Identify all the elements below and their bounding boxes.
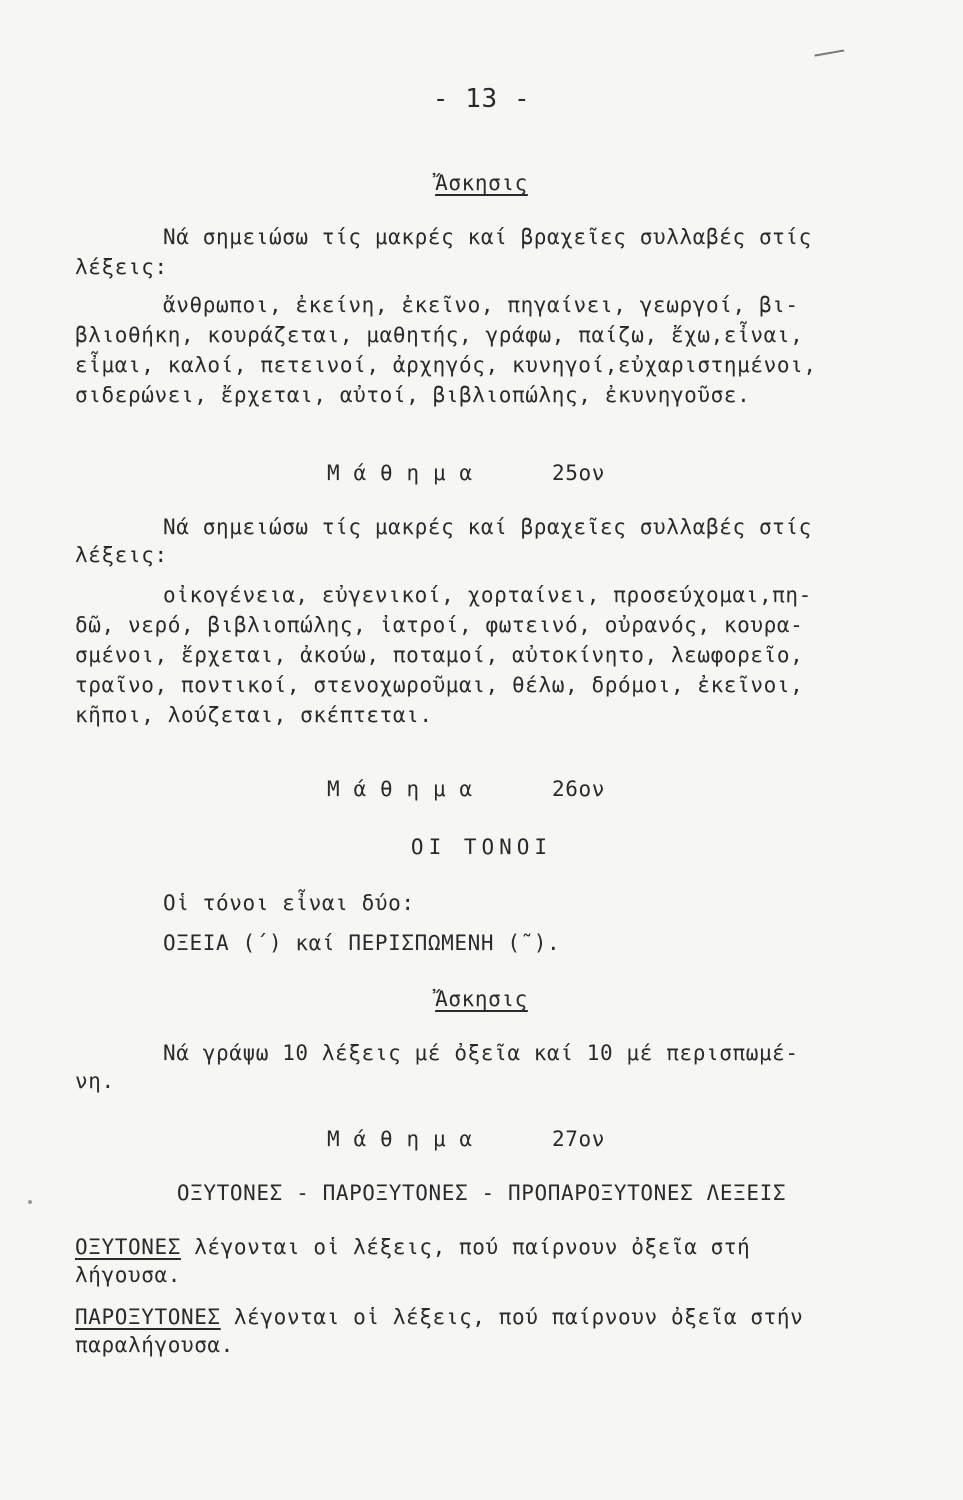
body-line: ΟΞΕΙΑ (΄) καί ΠΕΡΙΣΠΩΜΕΝΗ (῀). [163, 931, 561, 955]
definition-term: ΟΞΥΤΟΝΕΣ [75, 1235, 181, 1259]
exercise-instruction: Νά σημειώσω τίς μακρές καί βραχεῖες συλλαβές στίς [163, 225, 812, 249]
exercise-instruction-cont: νη. [75, 1069, 115, 1093]
stray-mark [814, 49, 845, 63]
lesson-subtitle: ΟΙ ΤΟΝΟΙ [410, 835, 553, 859]
lesson-title: Μ ά θ η μ α [327, 777, 473, 801]
word-list-line: εἶμαι, καλοί, πετεινοί, ἀρχηγός, κυνηγοί,εὐχαριστημένοι, [75, 353, 817, 377]
word-list-line: ἄνθρωποι, ἐκείνη, ἐκεῖνο, πηγαίνει, γεωργοί, βι- [163, 293, 799, 317]
word-list-line: κῆποι, λούζεται, σκέπτεται. [75, 703, 433, 727]
word-list-line: σιδερώνει, ἔρχεται, αὐτοί, βιβλιοπώλης, ἐκυνηγοῦσε. [75, 383, 751, 407]
lesson-number: 27ον [552, 1127, 605, 1151]
lesson-subtitle: ΟΞΥΤΟΝΕΣ - ΠΑΡΟΞΥΤΟΝΕΣ - ΠΡΟΠΑΡΟΞΥΤΟΝΕΣ ΛΕΞΕΙΣ [176, 1181, 787, 1205]
word-list-line: οἰκογένεια, εὐγενικοί, χορταίνει, προσεύχομαι,πη- [163, 583, 812, 607]
exercise-heading: Ἄσκησις [435, 987, 528, 1011]
lesson-instruction: Νά σημειώσω τίς μακρές καί βραχεῖες συλλαβές στίς [163, 515, 812, 539]
word-list-line: βλιοθήκη, κουράζεται, μαθητής, γράφω, παίζω, ἔχω,εἶναι, [75, 323, 804, 347]
lesson-title: Μ ά θ η μ α [327, 461, 473, 485]
exercise-heading: Ἄσκησις [435, 171, 528, 195]
lesson-number: 26ον [552, 777, 605, 801]
exercise-instruction-cont: λέξεις: [75, 255, 168, 279]
word-list-line: τραῖνο, ποντικοί, στενοχωροῦμαι, θέλω, δρόμοι, ἐκεῖνοι, [75, 673, 804, 697]
definition-line: ΟΞΥΤΟΝΕΣ λέγονται οἱ λέξεις, πού παίρνουν ὀξεῖα στή [75, 1235, 751, 1259]
lesson-number: 25ον [552, 461, 605, 485]
lesson-title: Μ ά θ η μ α [327, 1127, 473, 1151]
word-list-line: δῶ, νερό, βιβλιοπώλης, ἰατροί, φωτεινό, οὐρανός, κουρα- [75, 613, 804, 637]
body-line: Οἱ τόνοι εἶναι δύο: [163, 891, 415, 915]
definition-line-cont: παραλήγουσα. [75, 1333, 234, 1357]
page-number: - 13 - [432, 84, 531, 114]
word-list-line: σμένοι, ἔρχεται, ἀκούω, ποταμοί, αὐτοκίνητο, λεωφορεῖο, [75, 643, 804, 667]
definition-term: ΠΑΡΟΞΥΤΟΝΕΣ [75, 1305, 221, 1329]
exercise-instruction: Νά γράψω 10 λέξεις μέ ὀξεῖα καί 10 μέ περισπωμέ- [163, 1041, 799, 1065]
lesson-instruction-cont: λέξεις: [75, 543, 168, 567]
definition-line: ΠΑΡΟΞΥΤΟΝΕΣ λέγονται οἱ λέξεις, πού παίρνουν ὀξεῖα στήν [75, 1305, 804, 1329]
definition-line-cont: λήγουσα. [75, 1263, 181, 1287]
